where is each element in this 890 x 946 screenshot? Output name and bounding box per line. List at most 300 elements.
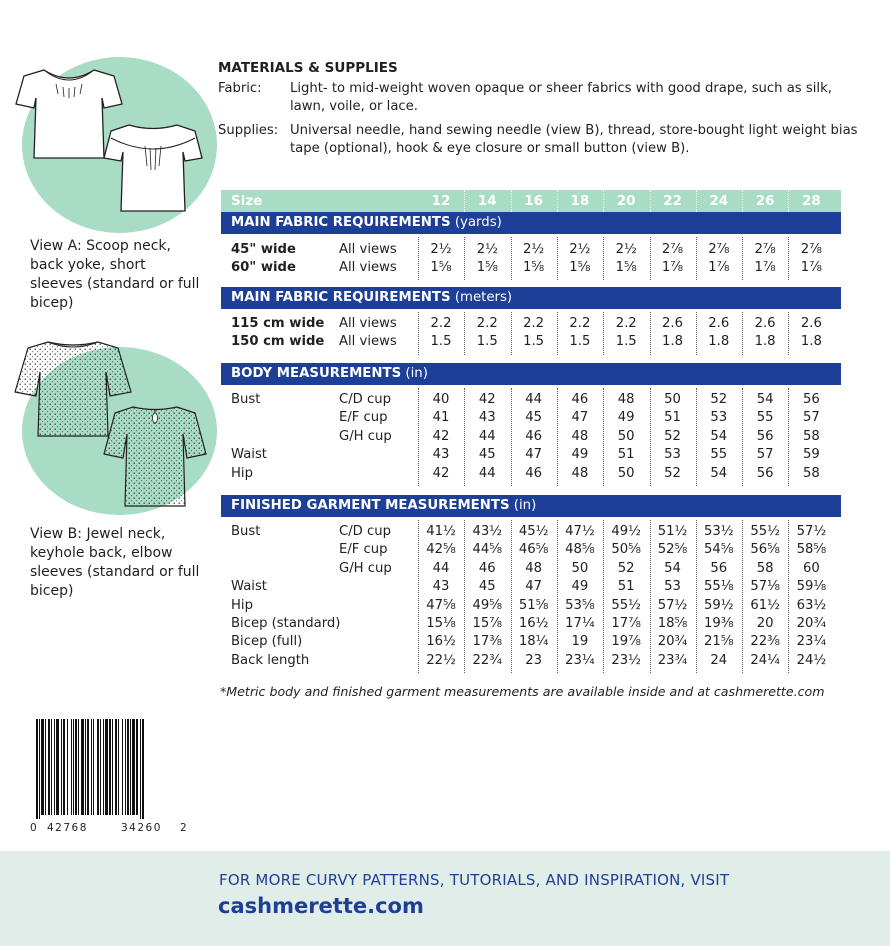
column-divider [603,312,604,355]
barcode-bar [81,719,84,815]
barcode-digits-left: 42768 [47,822,88,834]
table-cell: 1⅞ [708,260,730,276]
table-cell: 51 [617,579,635,595]
barcode-bar [36,719,38,819]
barcode-bar [54,719,55,815]
barcode-bar [125,719,126,815]
column-divider [511,520,512,673]
table-cell: 2.6 [708,316,730,331]
table-cell: 45½ [518,524,549,539]
table-cell: 50 [617,428,635,444]
fabric-text: Light- to mid-weight woven opaque or sheer fabrics with good drape, such as silk, lawn, voile, or lace. [290,80,832,114]
table-cell: 24 [710,652,728,668]
table-cell: 20 [756,616,774,631]
table-cell: 22⅜ [750,634,780,650]
table-cell: 43 [478,410,496,426]
barcode-bar [97,719,99,815]
section-header-text [231,290,512,305]
materials-title: MATERIALS & SUPPLIES [218,60,398,76]
section-header-text [231,215,502,230]
table-cell: 42 [478,392,496,407]
table-cell: 15⅞ [472,616,503,631]
column-divider [557,237,558,280]
row-sublabel: All views [339,334,397,350]
table-cell: 42⅝ [426,542,456,558]
table-cell: 48 [571,428,589,444]
barcode-bar [71,719,72,815]
table-cell: 1.8 [754,334,776,350]
table-cell: 59½ [704,597,734,613]
table-cell: 42 [432,428,450,444]
table-cell: 2½ [476,242,498,257]
table-cell: 17¼ [565,616,595,631]
table-cell: 44 [478,465,496,481]
column-divider [511,237,512,280]
table-cell: 23 [525,652,542,668]
table-cell: 50 [617,465,635,481]
barcode-bar [48,719,50,815]
table-cell: 44⅝ [472,542,503,558]
row-label: 115 cm wide [231,316,325,331]
section-header [221,495,841,517]
column-divider [418,388,419,486]
table-cell: 23¼ [796,634,827,650]
row-sublabel: G/H cup [339,428,392,444]
view-a-back-illustration [103,120,203,216]
barcode-bar [75,719,77,815]
column-divider [788,520,789,673]
size-header-divider [650,190,651,212]
table-cell: 47 [571,410,589,426]
table-cell: 15⅛ [426,616,456,631]
row-label: 45" wide [231,242,296,257]
table-cell: 1.5 [476,334,498,350]
row-label: Waist [231,579,267,595]
barcode-bar [39,719,40,819]
table-cell: 1.8 [662,334,683,350]
table-cell: 60 [803,560,820,576]
section-title: FINISHED GARMENT MEASUREMENTS [231,498,510,513]
table-cell: 41 [432,410,450,426]
table-cell: 24¼ [750,652,780,668]
row-label: Bust [231,524,261,539]
column-divider [603,237,604,280]
table-cell: 56⅝ [750,542,780,558]
table-cell: 19⅞ [611,634,641,650]
row-sublabel: All views [339,316,397,331]
table-cell: 56 [710,560,728,576]
table-cell: 2⅞ [661,242,684,257]
table-cell: 53½ [704,524,734,539]
table-cell: 46 [525,465,542,481]
barcode-bar [112,719,113,815]
table-cell: 46 [525,428,542,444]
table-cell: 2½ [569,242,591,257]
barcode-bar [132,719,135,815]
table-cell: 45 [525,410,542,426]
size-header-divider [464,190,465,212]
table-cell: 21⅝ [704,634,734,650]
column-divider [418,237,419,280]
column-divider [788,388,789,486]
section-header [221,212,841,234]
table-cell: 48 [525,560,542,576]
section-unit: (yards) [454,215,502,230]
barcode-bar [45,719,46,815]
table-cell: 2½ [430,242,452,257]
table-cell: 58⅝ [796,542,827,558]
barcode-bar [105,719,108,815]
table-cell: 51½ [657,524,688,539]
table-cell: 54 [710,428,728,444]
table-cell: 50 [571,560,589,576]
table-cell: 50⅝ [611,542,641,558]
table-cell: 1⅝ [569,260,591,276]
table-cell: 19⅜ [704,616,734,631]
section-header-text [231,498,536,513]
column-divider [742,388,743,486]
table-cell: 45 [478,447,496,463]
view-b-caption: View B: Jewel neck, keyhole back, elbow sleeves (standard or full bicep) [30,526,200,599]
table-cell: 2½ [615,242,637,257]
column-divider [557,520,558,673]
table-cell: 22¾ [472,652,503,668]
table-cell: 57½ [657,597,688,613]
barcode-bar [115,719,117,815]
table-cell: 22½ [426,652,456,668]
table-cell: 48 [571,465,589,481]
size-header-cell: 20 [616,193,636,209]
table-cell: 47⅝ [426,597,456,613]
table-cell: 55 [756,410,774,426]
table-cell: 41½ [426,524,456,539]
table-cell: 2⅞ [708,242,730,257]
table-cell: 1⅝ [523,260,545,276]
row-sublabel: All views [339,242,397,257]
table-cell: 49 [571,579,589,595]
supplies-text: Universal needle, hand sewing needle (view B), thread, store-bought light weight bias tape (optional), hook & eye closure or small button (view B). [290,122,858,156]
size-header-divider [603,190,604,212]
row-sublabel: G/H cup [339,560,392,576]
table-cell: 55⅛ [704,579,734,595]
table-cell: 50 [664,392,681,407]
column-divider [742,520,743,673]
column-divider [650,312,651,355]
barcode-bar [140,719,141,819]
table-cell: 2.2 [615,316,637,331]
table-cell: 40 [432,392,450,407]
table-cell: 54 [710,465,728,481]
row-label: Bicep (standard) [231,616,341,631]
column-divider [696,312,697,355]
table-cell: 56 [803,392,820,407]
section-unit: (in) [405,366,428,381]
column-divider [603,520,604,673]
table-cell: 47 [525,447,542,463]
column-divider [464,388,465,486]
table-cell: 53 [664,447,681,463]
table-cell: 54⅝ [704,542,734,558]
row-label: Waist [231,447,267,463]
table-cell: 2⅞ [754,242,776,257]
size-header-cell: 24 [709,193,729,209]
table-cell: 42 [432,465,450,481]
table-cell: 52 [664,428,681,444]
section-title: MAIN FABRIC REQUIREMENTS [231,290,451,305]
table-cell: 55½ [750,524,780,539]
supplies-row [218,122,858,159]
table-cell: 44 [432,560,450,576]
size-header-divider [742,190,743,212]
view-b-back-illustration [103,402,207,510]
column-divider [788,237,789,280]
column-divider [418,312,419,355]
table-cell: 61½ [750,597,780,613]
section-header [221,287,841,309]
table-cell: 2.2 [430,316,452,331]
column-divider [511,388,512,486]
barcode-bar [100,719,101,815]
column-divider [742,312,743,355]
table-cell: 57 [803,410,820,426]
table-cell: 18⅝ [657,616,688,631]
section-header-text [231,366,428,381]
table-cell: 1⅝ [615,260,637,276]
column-divider [650,237,651,280]
barcode-bar [91,719,92,815]
section-unit: (in) [513,498,537,513]
table-cell: 2.6 [800,316,822,331]
row-label: Bicep (full) [231,634,303,650]
barcode-bar [87,719,89,815]
column-divider [557,388,558,486]
row-sublabel: All views [339,260,397,276]
table-cell: 1.5 [523,334,545,350]
row-label: 150 cm wide [231,334,325,350]
table-cell: 24½ [796,652,827,668]
table-cell: 19 [571,634,589,650]
barcode-bar [127,719,129,815]
table-cell: 54 [664,560,681,576]
table-cell: 58 [756,560,774,576]
size-header-divider [511,190,512,212]
table-cell: 47½ [565,524,595,539]
table-cell: 1⅞ [800,260,822,276]
table-cell: 53 [710,410,728,426]
table-cell: 52⅝ [657,542,688,558]
size-header-cell: 14 [477,193,497,209]
table-cell: 2.6 [754,316,776,331]
column-divider [557,312,558,355]
table-cell: 51 [664,410,681,426]
size-header-cell: 12 [431,193,451,209]
column-divider [742,237,743,280]
table-cell: 56 [756,465,774,481]
barcode-bar [122,719,123,815]
column-divider [650,520,651,673]
column-divider [418,520,419,673]
table-cell: 48 [617,392,635,407]
section-header [221,363,841,385]
row-label: Hip [231,465,253,481]
fabric-row [218,80,858,117]
size-header-cell: 16 [524,193,543,209]
barcode-bar [103,719,104,815]
row-sublabel: C/D cup [339,524,391,539]
table-cell: 44 [478,428,496,444]
table-cell: 52 [664,465,681,481]
size-header-cell: 18 [570,193,590,209]
table-cell: 1.8 [708,334,730,350]
footer-banner [0,851,890,946]
barcode-bar [56,719,59,815]
table-cell: 51⅝ [518,597,549,613]
table-cell: 1.5 [430,334,452,350]
footer-website-link[interactable]: cashmerette.com [218,894,424,918]
size-header-cell: 22 [663,193,682,209]
table-cell: 49 [617,410,635,426]
column-divider [696,520,697,673]
table-cell: 55½ [611,597,641,613]
size-header-cell: 28 [801,193,821,209]
size-header-row [221,190,841,212]
barcode-bar [41,719,44,815]
barcode-bar [142,719,144,819]
column-divider [696,388,697,486]
table-cell: 51 [617,447,635,463]
table-cell: 59⅛ [796,579,827,595]
metric-note: *Metric body and finished garment measurements are available inside and at cashmerette.com [220,684,825,699]
table-cell: 49½ [611,524,641,539]
table-cell: 43 [432,579,450,595]
table-cell: 46 [571,392,589,407]
barcode-bar [118,719,119,815]
row-sublabel: E/F cup [339,542,388,558]
table-cell: 17⅜ [472,634,503,650]
table-cell: 54 [756,392,774,407]
barcode-bar [93,719,94,815]
table-cell: 1⅝ [476,260,498,276]
section-unit: (meters) [454,290,513,305]
barcode-bar [61,719,62,815]
barcode-bar [73,719,74,815]
table-cell: 49⅝ [472,597,503,613]
view-a-caption: View A: Scoop neck, back yoke, short sleeves (standard or full bicep) [30,238,200,311]
column-divider [696,237,697,280]
barcode-bar [63,719,65,815]
column-divider [464,312,465,355]
table-cell: 2½ [523,242,545,257]
barcode-bar [51,719,52,815]
section-title: BODY MEASUREMENTS [231,366,402,381]
supplies-label: Supplies: [218,122,279,138]
column-divider [788,312,789,355]
table-cell: 1⅞ [661,260,684,276]
table-cell: 49 [571,447,589,463]
table-cell: 46⅝ [518,542,549,558]
table-cell: 23½ [611,652,641,668]
table-cell: 18¼ [518,634,549,650]
table-cell: 2.2 [523,316,545,331]
barcode-digits-right: 34260 [121,822,162,834]
table-cell: 52 [710,392,728,407]
table-cell: 59 [803,447,820,463]
row-sublabel: E/F cup [339,410,388,426]
table-cell: 20¾ [796,616,827,631]
table-cell: 20¾ [657,634,688,650]
size-header-cell: 26 [755,193,775,209]
table-cell: 44 [525,392,542,407]
table-cell: 1.5 [569,334,591,350]
barcode-bar [130,719,131,815]
table-cell: 57⅛ [750,579,780,595]
table-cell: 17⅞ [611,616,641,631]
table-cell: 56 [756,428,774,444]
table-cell: 1.5 [615,334,637,350]
table-cell: 48⅝ [565,542,595,558]
table-cell: 63½ [796,597,827,613]
table-cell: 57 [756,447,774,463]
size-header-divider [696,190,697,212]
table-cell: 57½ [796,524,827,539]
table-cell: 47 [525,579,542,595]
table-cell: 43 [432,447,450,463]
materials-section [218,59,858,164]
row-label: Hip [231,597,253,613]
column-divider [464,520,465,673]
section-title: MAIN FABRIC REQUIREMENTS [231,215,451,230]
table-cell: 46 [478,560,496,576]
table-cell: 52 [617,560,635,576]
barcode [30,719,180,819]
size-header-label: Size [231,193,263,209]
column-divider [603,388,604,486]
table-cell: 45 [478,579,496,595]
barcode-bar [109,719,111,815]
table-cell: 58 [803,428,820,444]
fabric-label: Fabric: [218,80,262,96]
table-cell: 1⅞ [754,260,776,276]
table-cell: 55 [710,447,728,463]
row-label: Bust [231,392,261,407]
footer-tagline: FOR MORE CURVY PATTERNS, TUTORIALS, AND INSPIRATION, VISIT [219,871,730,889]
row-label: Back length [231,652,310,668]
column-divider [511,312,512,355]
size-header-divider [557,190,558,212]
table-cell: 23¼ [565,652,595,668]
table-cell: 2.6 [662,316,683,331]
barcode-digit-last: 2 [180,822,187,834]
size-header-divider [788,190,789,212]
column-divider [464,237,465,280]
table-cell: 2.2 [476,316,498,331]
table-cell: 1⅝ [430,260,452,276]
barcode-bar [85,719,86,815]
row-label: 60" wide [231,260,296,276]
barcode-bar [136,719,138,815]
table-cell: 2⅞ [800,242,822,257]
column-divider [650,388,651,486]
table-cell: 53⅝ [565,597,595,613]
table-cell: 16½ [426,634,456,650]
barcode-bar [67,719,68,815]
table-cell: 1.8 [800,334,822,350]
table-cell: 58 [803,465,820,481]
barcode-bar [78,719,79,815]
table-cell: 23¾ [657,652,688,668]
barcode-digit-first: 0 [30,822,37,834]
table-cell: 53 [664,579,681,595]
